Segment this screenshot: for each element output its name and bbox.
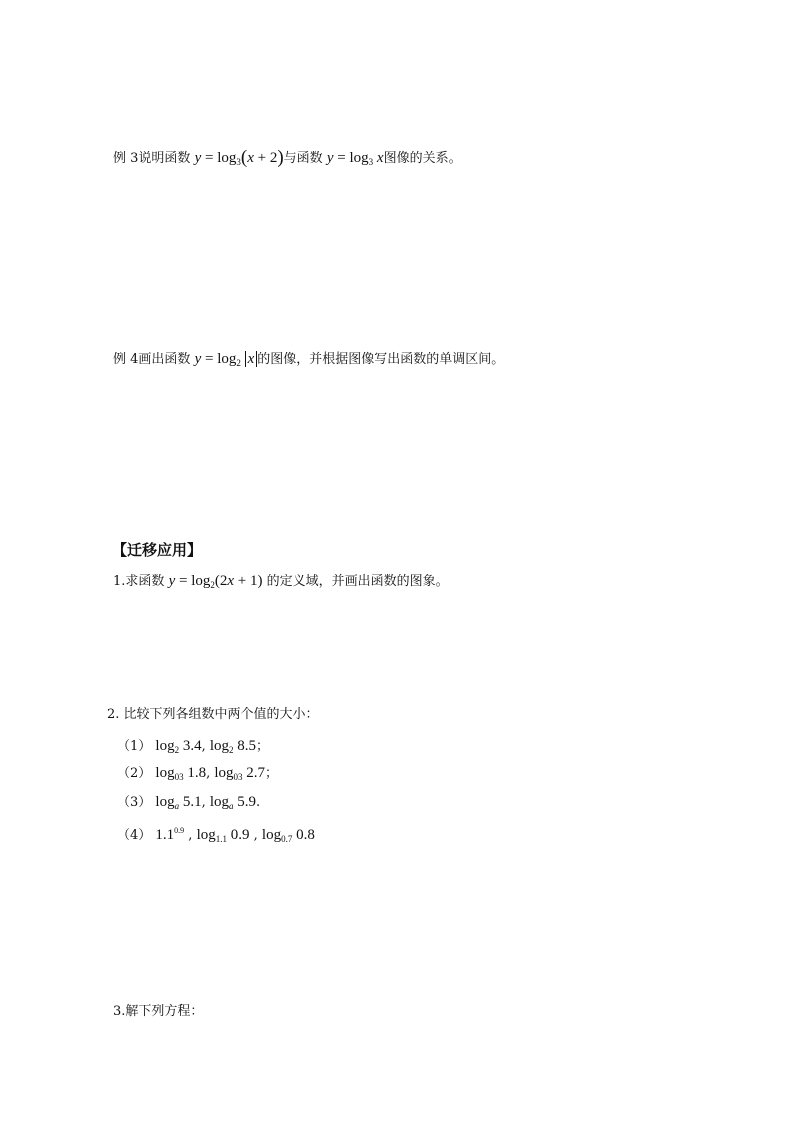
example-4-formula: $y = \log_2 x$ bbox=[195, 351, 258, 367]
item-3-end: . bbox=[256, 795, 261, 810]
question-3 bbox=[113, 1002, 203, 1022]
example-3-text-2: 与函数 bbox=[283, 151, 323, 166]
question-1-text-2: 的定义域，并画出函数的图象。 bbox=[266, 574, 449, 589]
question-2-item-3: （3） $\log_a 5.1$, $\log_a 5.9$. bbox=[117, 794, 261, 811]
example-3-text-3: 图像的关系。 bbox=[383, 151, 462, 166]
item-3-value-a: $\log_a 5.1$ bbox=[155, 794, 202, 811]
item-4-label: （4） bbox=[117, 828, 152, 843]
question-1-number: 1. bbox=[113, 574, 126, 589]
question-2-item-4: （4） $1.1^{0.9}$ , $\log_{1.1} 0.9$ , $\log_{0.7} 0.8$ bbox=[117, 826, 315, 844]
example-3-text-1: 说明函数 bbox=[138, 151, 191, 166]
question-2 bbox=[107, 705, 319, 725]
example-4 bbox=[113, 349, 504, 370]
item-4-value-a: $1.1^{0.9}$ bbox=[155, 826, 185, 843]
question-3-text: 解下列方程： bbox=[125, 1004, 204, 1019]
item-1-value-b: $\log_2 8.5$ bbox=[209, 738, 257, 755]
question-2-item-1: （1） $\log_2 3.4$, $\log_2 8.5$； bbox=[117, 738, 270, 755]
question-3-number: 3. bbox=[113, 1004, 126, 1019]
question-2-text: 比较下列各组数中两个值的大小： bbox=[123, 707, 319, 722]
example-4-text-2: 的图像，并根据图像写出函数的单调区间。 bbox=[257, 352, 505, 367]
item-2-value-b: $\log_{03} 2.7$ bbox=[214, 765, 266, 782]
item-4-value-b: $\log_{1.1} 0.9$ bbox=[196, 827, 250, 844]
question-1 bbox=[113, 571, 449, 592]
item-2-label: （2） bbox=[117, 766, 152, 781]
item-1-label: （1） bbox=[117, 739, 152, 754]
question-1-formula: $y = \log_2(2x + 1)$ bbox=[168, 573, 263, 590]
item-4-value-c: $\log_{0.7} 0.8$ bbox=[261, 827, 315, 844]
item-2-value-a: $\log_{03} 1.8$ bbox=[155, 765, 207, 782]
example-4-text-1: 画出函数 bbox=[138, 352, 191, 367]
item-3-label: （3） bbox=[117, 795, 152, 810]
example-3-formula-1: $y = \log_3(x + 2)$ bbox=[194, 147, 284, 168]
item-2-end: ； bbox=[265, 766, 279, 781]
item-1-end: ； bbox=[256, 739, 270, 754]
section-heading: 【迁移应用】 bbox=[112, 541, 203, 559]
question-2-number: 2. bbox=[107, 707, 120, 722]
example-3 bbox=[113, 148, 462, 169]
item-1-value-a: $\log_2 3.4$ bbox=[155, 738, 202, 755]
example-3-label: 例 3 bbox=[113, 151, 139, 166]
item-3-value-b: $\log_a 5.9$ bbox=[209, 794, 257, 811]
question-2-item-2: （2） $\log_{03} 1.8$, $\log_{03} 2.7$； bbox=[117, 765, 279, 782]
example-3-formula-2: $y = \log_3 x$ bbox=[326, 150, 384, 167]
example-4-label: 例 4 bbox=[113, 352, 139, 367]
question-1-text-1: 求函数 bbox=[125, 574, 165, 589]
